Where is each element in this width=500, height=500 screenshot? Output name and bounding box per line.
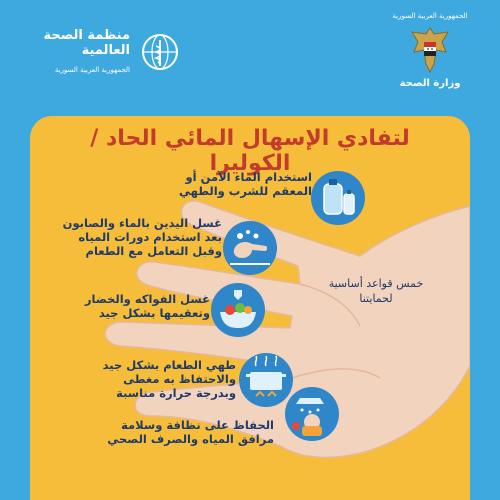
ministry-republic: الجمهورية العربية السورية [392, 12, 468, 20]
hand-washing-icon [222, 220, 278, 276]
syria-eagle-icon [408, 24, 452, 76]
who-logo [30, 26, 180, 86]
clean-sanitation-icon [284, 386, 340, 442]
who-country: الجمهورية العربية السورية [54, 66, 130, 74]
who-emblem-icon [140, 32, 180, 72]
rule-safe-water: استخدام الماء الآمن أو المعقم للشرب والطهي [178, 170, 312, 198]
who-name: منظمة الصحة العالمية [43, 28, 130, 58]
rule-hand-washing: غسل اليدين بالماء والصابون بعد استخدام دورات المياه وقبل التعامل مع الطعام [62, 216, 222, 258]
header [0, 0, 500, 100]
five-rules-caption: خمس قواعد أساسية لحمايتنا [328, 277, 424, 305]
washing-produce-icon [210, 282, 266, 338]
ministry-name: وزارة الصحة [399, 78, 461, 89]
rule-wash-produce: غسل الفواكه والخضار وتعقيمها بشكل جيد [84, 292, 210, 320]
rule-sanitation: الحفاظ على نظافة وسلامة مرافق المياه والصرف الصحي [107, 418, 274, 446]
ministry-logo [380, 8, 480, 98]
page-title: لتفادي الإسهال المائي الحاد / الكوليرا [90, 126, 410, 176]
main-card [30, 116, 470, 500]
rule-cook-food: طهي الطعام بشكل جيد والاحتفاظ به مغطى وبدرجة حرارة مناسبة [102, 358, 236, 400]
water-bottles-icon [310, 170, 366, 226]
